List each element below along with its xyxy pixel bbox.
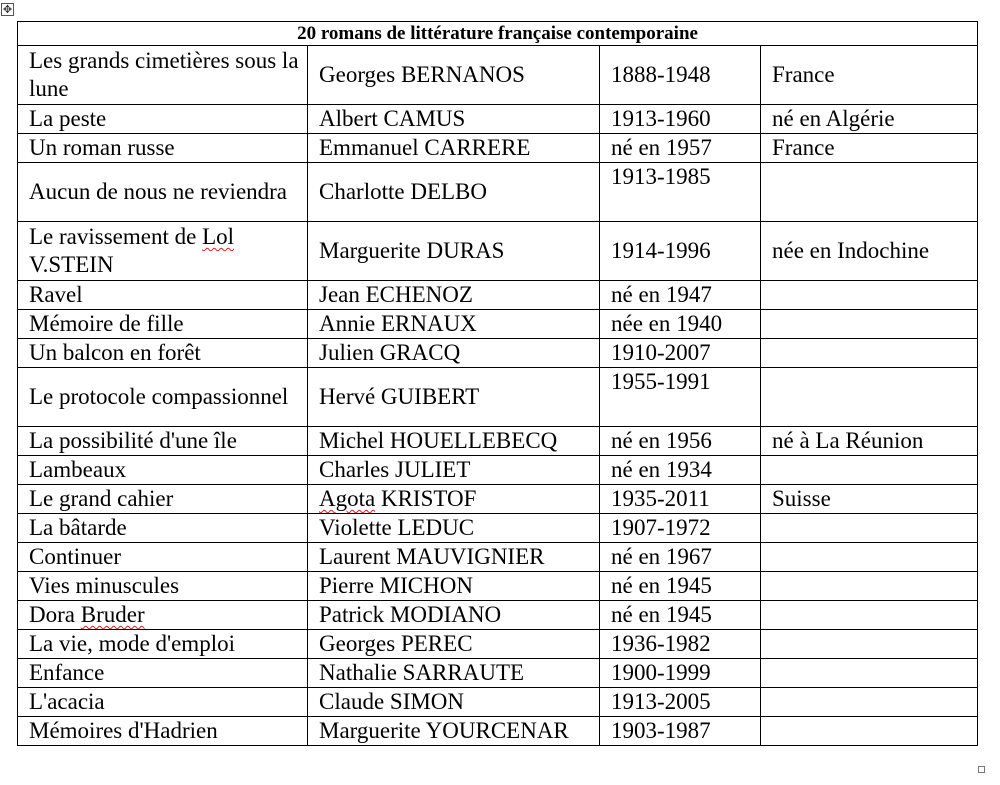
author-origin[interactable] — [761, 368, 978, 427]
author-origin[interactable]: France — [761, 134, 978, 163]
table-row — [18, 543, 978, 572]
book-title[interactable]: Mémoire de fille — [18, 310, 308, 339]
table-row — [18, 46, 978, 105]
book-title[interactable]: Un balcon en forêt — [18, 339, 308, 368]
book-author[interactable]: Julien GRACQ — [308, 339, 600, 368]
author-years[interactable]: né en 1947 — [600, 281, 761, 310]
book-title-part: Dora — [29, 602, 81, 627]
author-origin[interactable] — [761, 456, 978, 485]
author-origin[interactable]: France — [761, 46, 978, 105]
book-author[interactable]: Marguerite YOURCENAR — [308, 717, 600, 746]
table-caption-row — [18, 22, 978, 46]
book-author[interactable]: Georges PEREC — [308, 630, 600, 659]
author-origin[interactable] — [761, 630, 978, 659]
author-years[interactable]: 1914-1996 — [600, 222, 761, 281]
author-years[interactable]: 1955-1991 — [600, 368, 761, 427]
book-title[interactable]: Enfance — [18, 659, 308, 688]
author-years[interactable]: né en 1957 — [600, 134, 761, 163]
table-row — [18, 427, 978, 456]
book-title[interactable]: Continuer — [18, 543, 308, 572]
table-move-handle-icon[interactable]: ✥ — [2, 3, 13, 16]
author-years[interactable]: né en 1945 — [600, 601, 761, 630]
book-author[interactable]: Charlotte DELBO — [308, 163, 600, 222]
book-title[interactable]: Mémoires d'Hadrien — [18, 717, 308, 746]
table-row — [18, 134, 978, 163]
author-origin[interactable] — [761, 339, 978, 368]
author-origin[interactable] — [761, 717, 978, 746]
table-row — [18, 281, 978, 310]
book-author[interactable]: Laurent MAUVIGNIER — [308, 543, 600, 572]
author-origin[interactable] — [761, 688, 978, 717]
book-title[interactable] — [18, 222, 308, 281]
book-author[interactable]: Emmanuel CARRERE — [308, 134, 600, 163]
table-row — [18, 659, 978, 688]
book-title[interactable]: Un roman russe — [18, 134, 308, 163]
table-row — [18, 163, 978, 222]
author-years[interactable]: née en 1940 — [600, 310, 761, 339]
author-origin[interactable]: né à La Réunion — [761, 427, 978, 456]
book-title[interactable]: L'acacia — [18, 688, 308, 717]
author-years[interactable]: 1936-1982 — [600, 630, 761, 659]
book-title-part: Le ravissement de — [29, 224, 203, 249]
book-title-part: V.STEIN — [29, 252, 114, 277]
spellcheck-word[interactable]: Bruder — [80, 602, 145, 627]
table-row — [18, 368, 978, 427]
author-years[interactable]: né en 1945 — [600, 572, 761, 601]
book-author[interactable]: Violette LEDUC — [308, 514, 600, 543]
author-origin[interactable] — [761, 601, 978, 630]
author-years[interactable]: 1913-2005 — [600, 688, 761, 717]
table-row — [18, 485, 978, 514]
author-origin[interactable] — [761, 514, 978, 543]
book-title[interactable]: Ravel — [18, 281, 308, 310]
author-years[interactable]: 1913-1985 — [600, 163, 761, 222]
table-row — [18, 572, 978, 601]
book-author[interactable]: Georges BERNANOS — [308, 46, 600, 105]
table-row — [18, 222, 978, 281]
table-row — [18, 688, 978, 717]
table-row — [18, 601, 978, 630]
book-author[interactable]: Claude SIMON — [308, 688, 600, 717]
book-title[interactable]: Le grand cahier — [18, 485, 308, 514]
book-author[interactable]: Pierre MICHON — [308, 572, 600, 601]
book-author[interactable]: Hervé GUIBERT — [308, 368, 600, 427]
table-row — [18, 456, 978, 485]
book-title[interactable]: La possibilité d'une île — [18, 427, 308, 456]
book-author[interactable]: Annie ERNAUX — [308, 310, 600, 339]
book-title[interactable]: La peste — [18, 105, 308, 134]
book-title[interactable]: Aucun de nous ne reviendra — [18, 163, 308, 222]
author-origin[interactable] — [761, 572, 978, 601]
book-author[interactable]: Albert CAMUS — [308, 105, 600, 134]
author-years[interactable]: 1903-1987 — [600, 717, 761, 746]
book-title[interactable]: Le protocole compassionnel — [18, 368, 308, 427]
book-author[interactable]: Charles JULIET — [308, 456, 600, 485]
book-title[interactable]: Les grands cimetières sous la lune — [18, 46, 308, 105]
book-title[interactable]: Lambeaux — [18, 456, 308, 485]
book-author[interactable]: Michel HOUELLEBECQ — [308, 427, 600, 456]
author-origin[interactable] — [761, 310, 978, 339]
book-author[interactable]: Nathalie SARRAUTE — [308, 659, 600, 688]
book-author-part: KRISTOF — [375, 486, 477, 511]
table-row — [18, 717, 978, 746]
author-origin[interactable] — [761, 659, 978, 688]
book-author[interactable]: Jean ECHENOZ — [308, 281, 600, 310]
spellcheck-word[interactable]: Lol — [202, 224, 235, 249]
table-caption: 20 romans de littérature française contemporaine — [18, 22, 978, 46]
author-years[interactable]: né en 1956 — [600, 427, 761, 456]
book-title[interactable]: La vie, mode d'emploi — [18, 630, 308, 659]
table-row — [18, 339, 978, 368]
spellcheck-word[interactable]: Agota — [319, 486, 376, 511]
books-table — [17, 21, 978, 746]
author-years[interactable]: 1910-2007 — [600, 339, 761, 368]
book-title[interactable] — [18, 601, 308, 630]
author-years[interactable]: 1888-1948 — [600, 46, 761, 105]
book-title[interactable]: La bâtarde — [18, 514, 308, 543]
author-origin[interactable]: né en Algérie — [761, 105, 978, 134]
author-years[interactable]: 1913-1960 — [600, 105, 761, 134]
author-origin[interactable] — [761, 543, 978, 572]
author-years[interactable]: né en 1934 — [600, 456, 761, 485]
author-years[interactable]: 1907-1972 — [600, 514, 761, 543]
author-origin[interactable] — [761, 163, 978, 222]
author-years[interactable]: 1935-2011 — [600, 485, 761, 514]
author-years[interactable]: né en 1967 — [600, 543, 761, 572]
table-row — [18, 514, 978, 543]
author-years[interactable]: 1900-1999 — [600, 659, 761, 688]
author-origin[interactable] — [761, 281, 978, 310]
table-resize-handle-icon[interactable] — [978, 766, 985, 773]
table-row — [18, 105, 978, 134]
table-row — [18, 630, 978, 659]
book-author[interactable]: Marguerite DURAS — [308, 222, 600, 281]
book-author[interactable] — [308, 485, 600, 514]
author-origin[interactable]: Suisse — [761, 485, 978, 514]
book-author[interactable]: Patrick MODIANO — [308, 601, 600, 630]
author-origin[interactable]: née en Indochine — [761, 222, 978, 281]
book-title[interactable]: Vies minuscules — [18, 572, 308, 601]
table-row — [18, 310, 978, 339]
